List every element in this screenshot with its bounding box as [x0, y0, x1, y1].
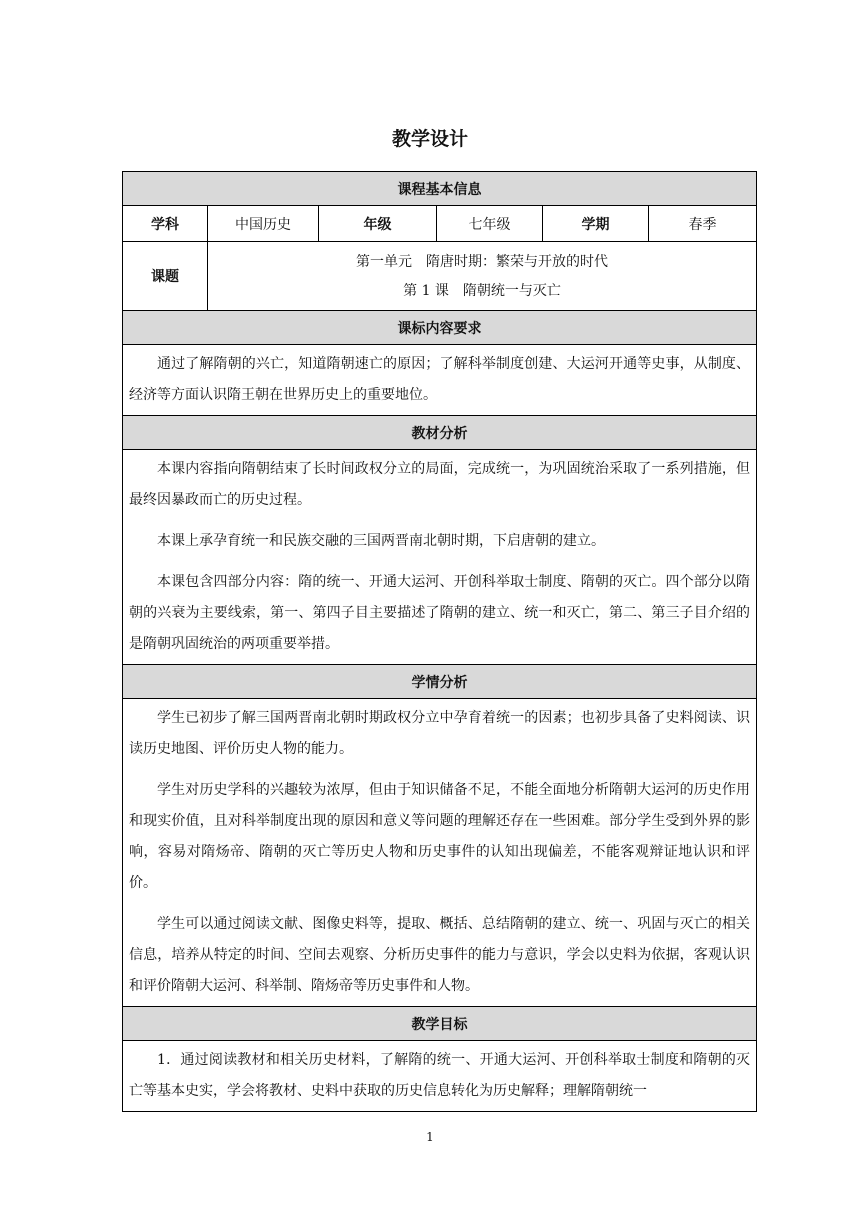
paragraph: 学生已初步了解三国两晋南北朝时期政权分立中孕育着统一的因素；也初步具备了史料阅读、识读历史地图、评价历史人物的能力。	[129, 710, 751, 757]
student-body-row	[123, 699, 757, 1007]
subject-value: 中国历史	[208, 206, 319, 242]
section-header-basic-info: 课程基本信息	[123, 172, 757, 206]
paragraph: 通过了解隋朝的兴亡，知道隋朝速亡的原因；了解科举制度创建、大运河开通等史事，从制度、经济等方面认识隋王朝在世界历史上的重要地位。	[129, 356, 751, 403]
topic-row	[123, 242, 757, 311]
document-title: 教学设计	[391, 128, 468, 150]
section-header-textbook: 教材分析	[123, 416, 757, 450]
info-row	[123, 206, 757, 242]
lesson-plan-table	[122, 171, 757, 1112]
curriculum-body-row	[123, 345, 757, 416]
section-header-student: 学情分析	[123, 665, 757, 699]
paragraph: 本课内容指向隋朝结束了长时间政权分立的局面，完成统一，为巩固统治采取了一系列措施，但最终因暴政而亡的历史过程。	[129, 461, 751, 508]
objectives-body	[123, 1041, 757, 1112]
paragraph: 本课上承孕育统一和民族交融的三国两晋南北朝时期，下启唐朝的建立。	[157, 533, 605, 549]
curriculum-header-row	[123, 311, 757, 345]
textbook-body-row	[123, 450, 757, 665]
paragraph: 本课包含四部分内容：隋的统一、开通大运河、开创科举取士制度、隋朝的灭亡。四个部分以隋朝的兴衰为主要线索，第一、第四子目主要描述了隋朝的建立、统一和灭亡，第二、第三子目介绍的是隋朝巩固统治的两项重要举措。	[129, 574, 751, 652]
student-header-row	[123, 665, 757, 699]
topic-label: 课题	[123, 242, 208, 311]
subject-label: 学科	[123, 206, 208, 242]
section-header-curriculum: 课标内容要求	[123, 311, 757, 345]
topic-unit-line: 第一单元 隋唐时期：繁荣与开放的时代	[356, 254, 609, 270]
curriculum-body	[123, 345, 757, 416]
textbook-header-row	[123, 416, 757, 450]
textbook-body	[123, 450, 757, 665]
section-header-objectives: 教学目标	[123, 1007, 757, 1041]
term-value: 春季	[649, 206, 757, 242]
student-body	[123, 699, 757, 1007]
topic-lesson-line: 第 1 课 隋朝统一与灭亡	[403, 283, 561, 299]
grade-label: 年级	[319, 206, 437, 242]
objectives-header-row	[123, 1007, 757, 1041]
paragraph: 学生可以通过阅读文献、图像史料等，提取、概括、总结隋朝的建立、统一、巩固与灭亡的相关信息，培养从特定的时间、空间去观察、分析历史事件的能力与意识，学会以史料为依据，客观认识和评价隋朝大运河、科举制、隋炀帝等历史事件和人物。	[129, 916, 751, 994]
topic-value	[208, 242, 757, 311]
objectives-body-row	[123, 1041, 757, 1112]
basic-info-header-row	[123, 172, 757, 206]
grade-value: 七年级	[437, 206, 543, 242]
page-number: 1	[426, 1130, 434, 1144]
term-label: 学期	[543, 206, 649, 242]
paragraph: 1．通过阅读教材和相关历史材料，了解隋的统一、开通大运河、开创科举取士制度和隋朝的灭亡等基本史实，学会将教材、史料中获取的历史信息转化为历史解释；理解隋朝统一	[129, 1052, 751, 1099]
paragraph: 学生对历史学科的兴趣较为浓厚，但由于知识储备不足，不能全面地分析隋朝大运河的历史作用和现实价值，且对科举制度出现的原因和意义等问题的理解还存在一些困难。部分学生受到外界的影响，容易对隋炀帝、隋朝的灭亡等历史人物和历史事件的认知出现偏差，不能客观辩证地认识和评价。	[129, 782, 751, 891]
